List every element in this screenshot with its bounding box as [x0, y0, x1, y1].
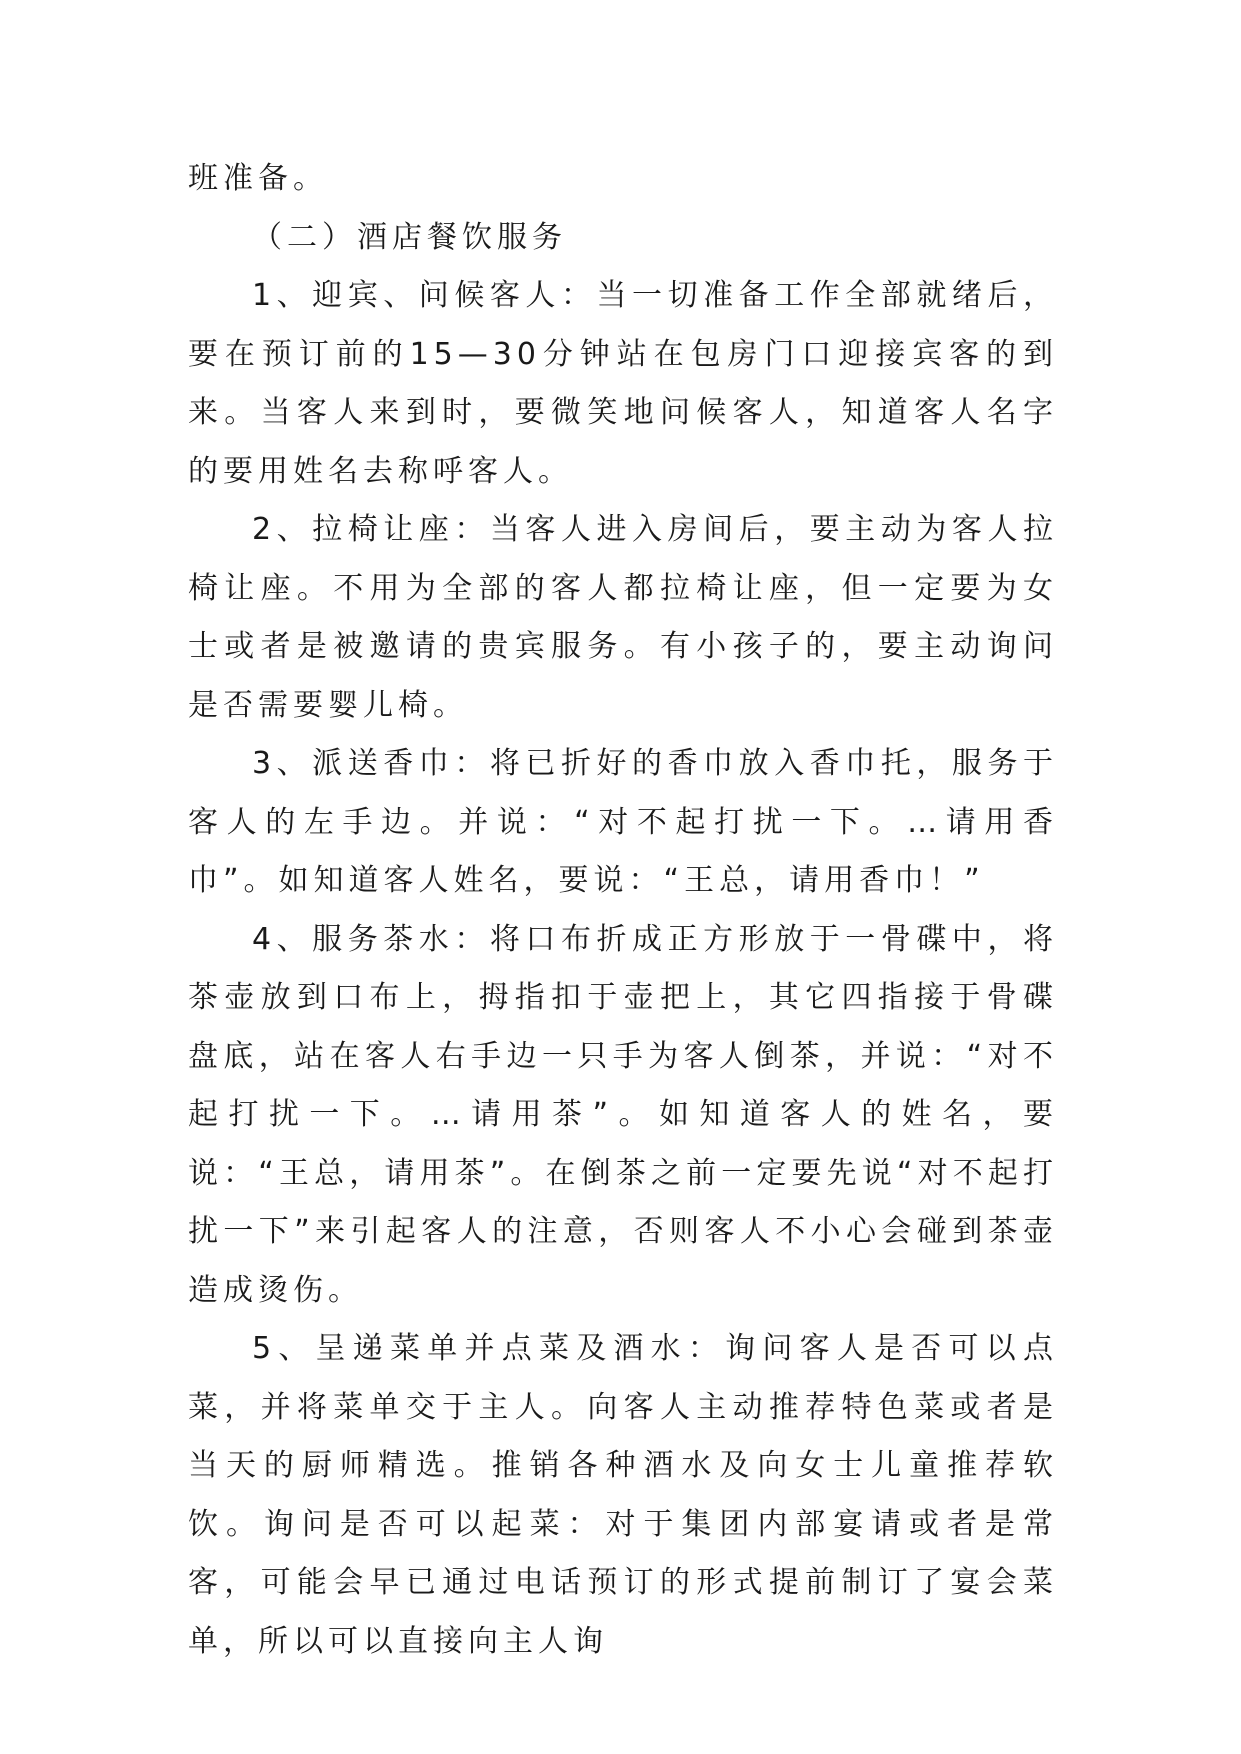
- paragraph-continuation: 班准备。: [188, 161, 328, 196]
- paragraph-seating: 2、拉椅让座：当客人进入房间后，要主动为客人拉椅让座。不用为全部的客人都拉椅让座，但一定要为女士或者是被邀请的贵宾服务。有小孩子的，要主动询问是否需要婴儿椅。: [188, 512, 1058, 723]
- section-heading: （二）酒店餐饮服务: [252, 219, 567, 255]
- paragraph-tea: 4、服务茶水：将口布折成正方形放于一骨碟中，将茶壶放到口布上，拇指扣于壶把上，其它四指接于骨碟盘底，站在客人右手边一只手为客人倒茶，并说：“对不起打扰一下。…请用茶”。如知道客人的姓名，要说：“王总，请用茶”。在倒茶之前一定要先说“对不起打扰一下”来引起客人的注意，否则客人不小心会碰到茶壶造成烫伤。: [188, 921, 1058, 1308]
- paragraph-menu: 5、呈递菜单并点菜及酒水：询问客人是否可以点菜，并将菜单交于主人。向客人主动推荐特色菜或者是当天的厨师精选。推销各种酒水及向女士儿童推荐软饮。询问是否可以起菜：对于集团内部宴请或者是常客，可能会早已通过电话预订的形式提前制订了宴会菜单，所以可以直接向主人询: [188, 1331, 1058, 1659]
- paragraph-greeting: 1、迎宾、问候客人：当一切准备工作全部就绪后，要在预订前的15—30分钟站在包房门口迎接宾客的到来。当客人来到时，要微笑地问候客人，知道客人名字的要用姓名去称呼客人。: [188, 278, 1058, 489]
- paragraph-towel: 3、派送香巾：将已折好的香巾放入香巾托，服务于客人的左手边。并说：“对不起打扰一下。…请用香巾”。如知道客人姓名，要说：“王总，请用香巾！”: [188, 746, 1058, 898]
- document-body: [188, 150, 1058, 1671]
